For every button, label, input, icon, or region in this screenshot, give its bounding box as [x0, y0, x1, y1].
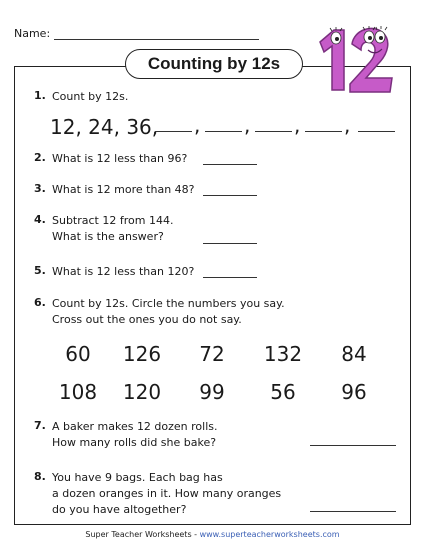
question-line: do you have altogether? [52, 503, 187, 516]
question-number: 8. [34, 470, 46, 483]
question-number: 1. [34, 89, 46, 102]
question-number: 7. [34, 419, 46, 432]
circle-number[interactable]: 60 [65, 342, 91, 366]
answer-line[interactable] [203, 242, 257, 244]
footer-separator: - [191, 530, 200, 539]
name-label: Name: [14, 27, 51, 40]
circle-number[interactable]: 56 [270, 380, 296, 404]
question-number: 6. [34, 296, 46, 309]
question-text [52, 296, 285, 328]
footer [0, 530, 425, 539]
question-line: What is 12 more than 48? [52, 183, 195, 196]
worksheet-title-text: Counting by 12s [147, 54, 281, 73]
number-12-mascot-icon [306, 12, 402, 104]
question-line: Count by 12s. Circle the numbers you say. [52, 297, 285, 310]
answer-line[interactable] [203, 276, 257, 278]
question-number: 5. [34, 264, 46, 277]
question-number: 2. [34, 151, 46, 164]
question-text [52, 264, 194, 280]
answer-line[interactable] [310, 444, 396, 446]
name-row [14, 27, 259, 40]
question-text [52, 213, 173, 245]
question-text [52, 89, 128, 105]
question-line: What is the answer? [52, 230, 164, 243]
name-field[interactable] [54, 29, 259, 40]
footer-brand: Super Teacher Worksheets [85, 530, 192, 539]
sequence-blank[interactable] [358, 131, 395, 132]
question-line: How many rolls did she bake? [52, 436, 217, 449]
circle-number[interactable]: 96 [341, 380, 367, 404]
question-line: Cross out the ones you do not say. [52, 313, 242, 326]
sequence-blank[interactable] [155, 131, 192, 132]
answer-line[interactable] [203, 194, 257, 196]
answer-line[interactable] [203, 163, 257, 165]
footer-url-link[interactable]: www.superteacherworksheets.com [199, 530, 340, 539]
question-number: 4. [34, 213, 46, 226]
worksheet-title [125, 49, 303, 79]
answer-line[interactable] [310, 510, 396, 512]
circle-number[interactable]: 120 [122, 380, 162, 404]
question-line: Count by 12s. [52, 90, 129, 103]
question-text [52, 419, 218, 451]
circle-number[interactable]: 126 [122, 342, 162, 366]
circle-number[interactable]: 72 [199, 342, 225, 366]
question-line: Subtract 12 from 144. [52, 214, 174, 227]
question-line: a dozen oranges in it. How many oranges [52, 487, 282, 500]
circle-number[interactable]: 108 [58, 380, 98, 404]
question-line: What is 12 less than 120? [52, 265, 195, 278]
question-text [52, 182, 195, 198]
circle-number[interactable]: 99 [199, 380, 225, 404]
question-number: 3. [34, 182, 46, 195]
question-line: What is 12 less than 96? [52, 152, 188, 165]
count-sequence: 12, 24, 36, [50, 115, 159, 139]
question-text [52, 470, 281, 518]
sequence-blank[interactable] [205, 131, 242, 132]
sequence-blank[interactable] [255, 131, 292, 132]
question-line: You have 9 bags. Each bag has [52, 471, 223, 484]
circle-number[interactable]: 84 [341, 342, 367, 366]
question-line: A baker makes 12 dozen rolls. [52, 420, 218, 433]
sequence-blank[interactable] [305, 131, 342, 132]
circle-number[interactable]: 132 [263, 342, 303, 366]
question-text [52, 151, 187, 167]
